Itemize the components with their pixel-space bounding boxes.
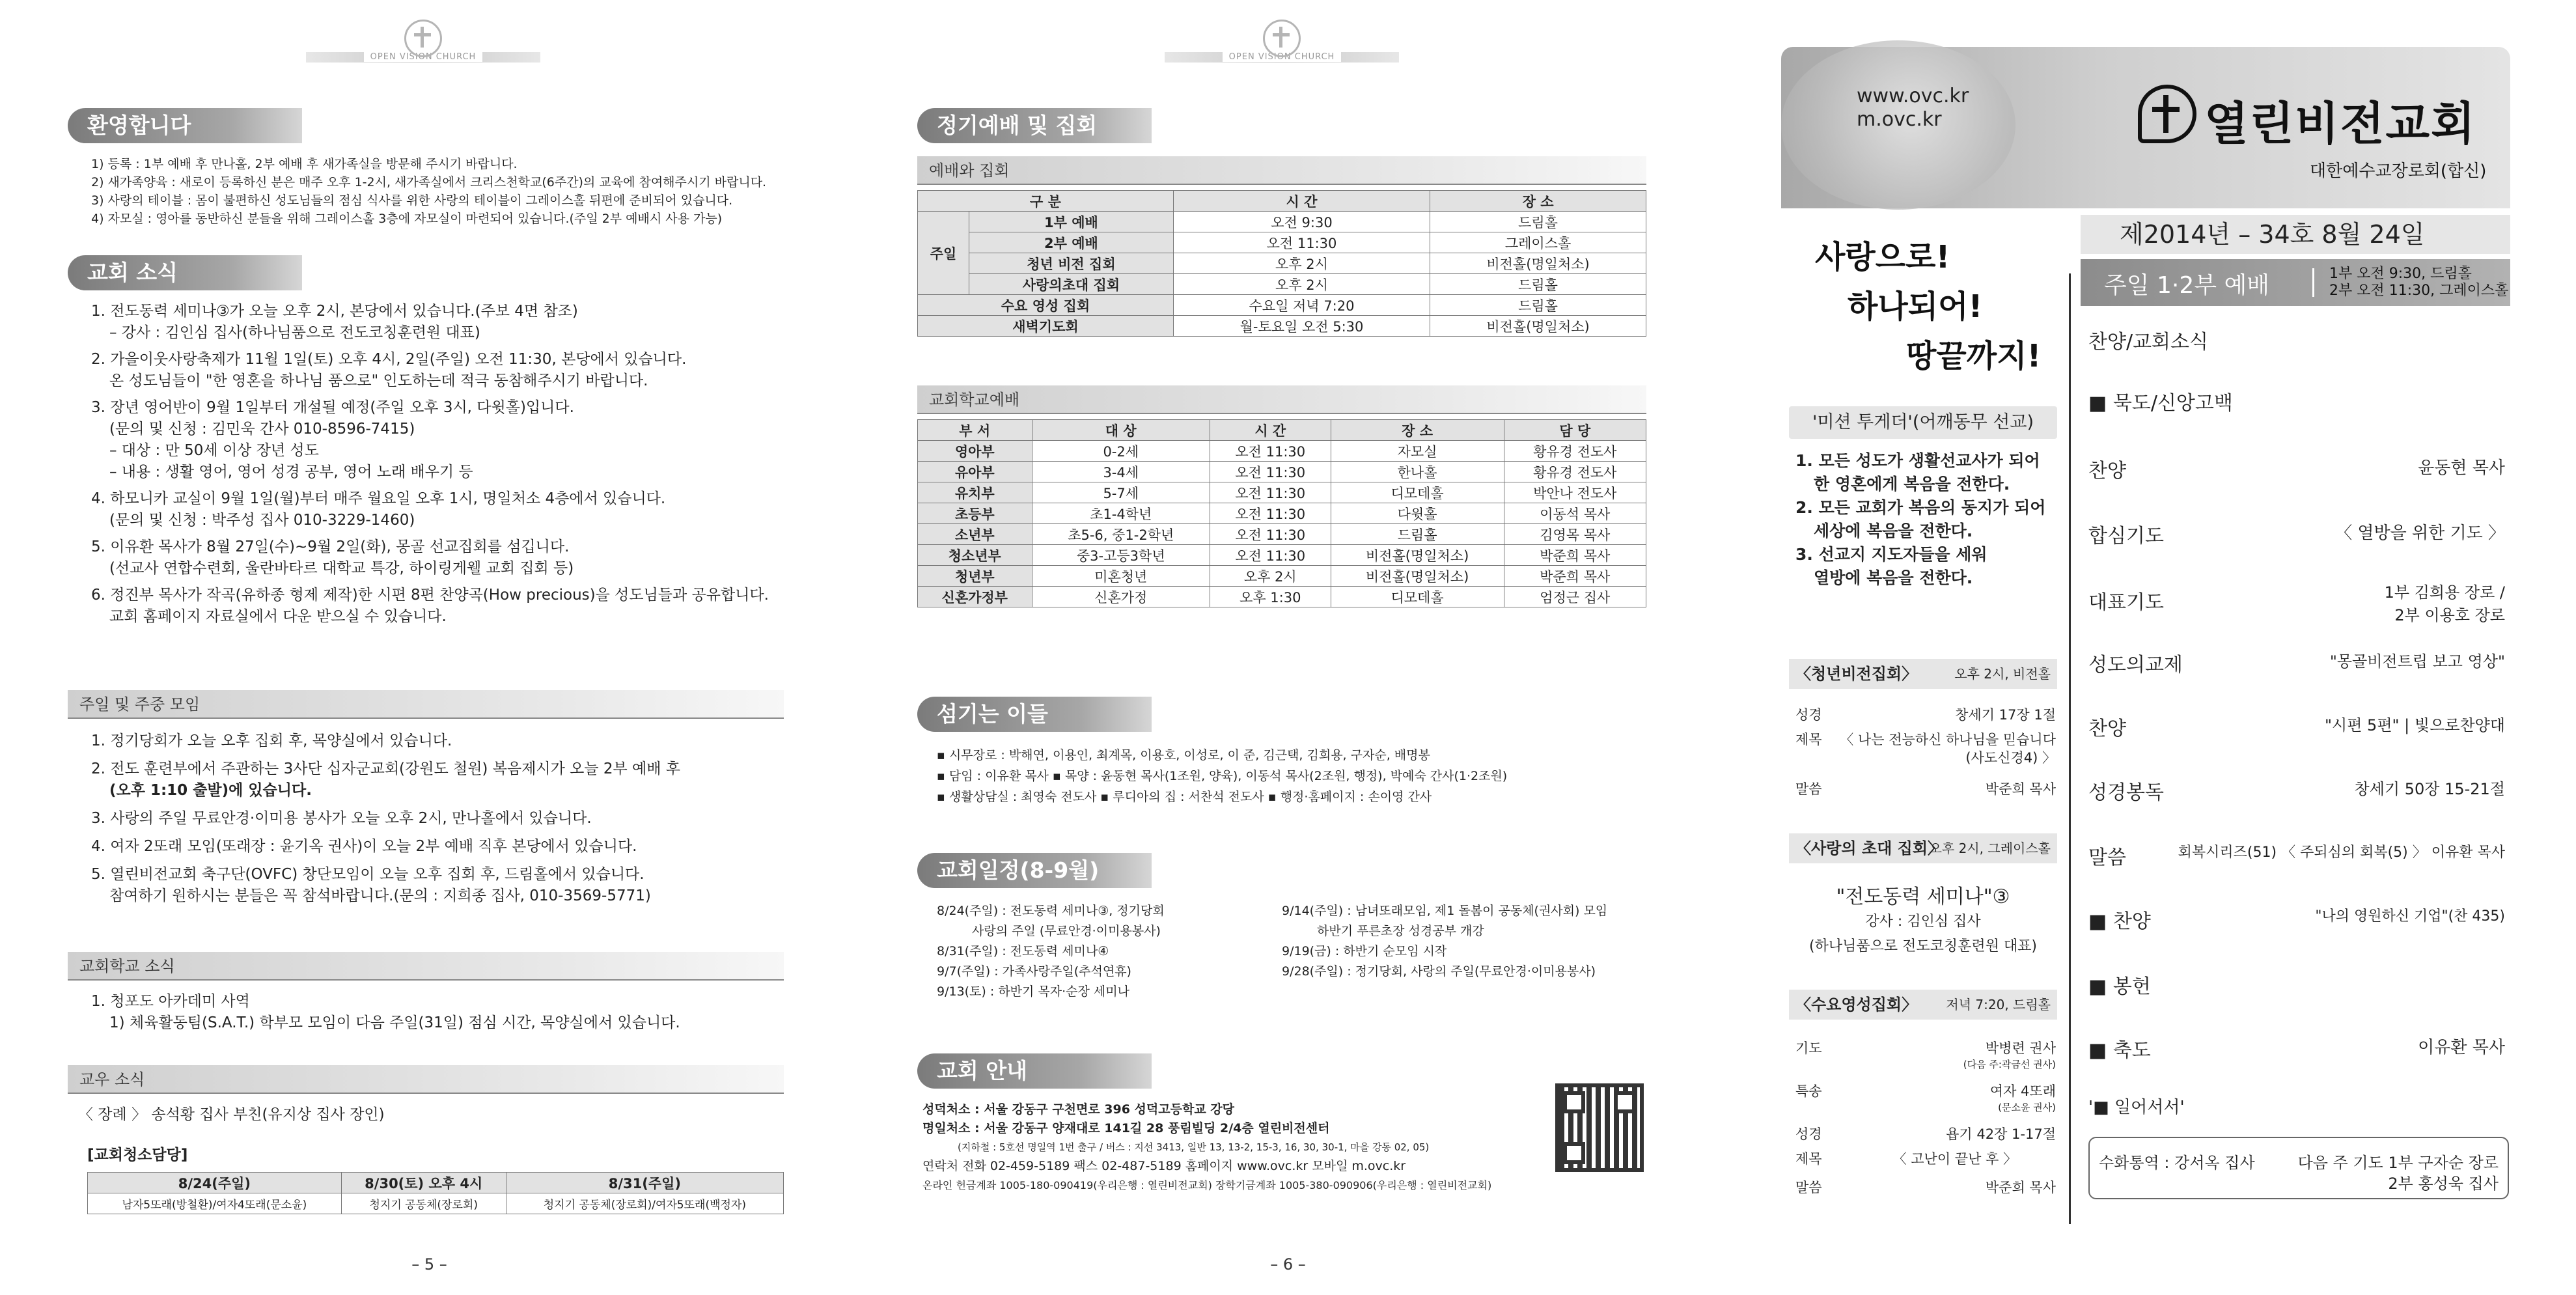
youth-meeting-title: 〈청년비전집회〉 [1795,665,1918,683]
order-item [2088,905,2505,931]
row-value: (사도신경4) 〉 [1965,750,2056,766]
meeting-item: 3. 사랑의 주일 무료안경·이미용 봉사가 오늘 오후 2시, 만나홀에서 있습니다. [91,810,592,827]
youth-row [1795,704,2056,724]
worship-cell: 오전 9:30 [1173,212,1430,232]
worship-cell: 수요 영성 집회 [918,295,1174,316]
page-5 [0,0,859,1295]
order-label: ■ 축도 [2088,1039,2151,1062]
worship-cell: 드림홀 [1430,212,1646,232]
news-sub: (문의 및 신청 : 박주성 집사 010-3229-1460) [109,512,415,529]
worship-cell: 새벽기도회 [918,316,1174,337]
meeting-item: 4. 여자 2또래 모임(또래장 : 윤기옥 권사)이 오늘 2부 예배 직후 본당에서 있습니다. [91,838,637,855]
order-label: 대표기도 [2088,591,2164,614]
welcome-header: 환영합니다 [68,108,302,143]
worship-cell: 드림홀 [1430,274,1646,295]
school-cell: 디모데홀 [1331,587,1504,607]
footer-box [2088,1137,2509,1199]
news-sub: – 내용 : 생활 영어, 영어 성경 공부, 영어 노래 배우기 등 [109,464,473,480]
school-cell: 박준희 목사 [1504,566,1646,587]
order-value: 〈 열방을 위한 기도 〉 [2335,523,2505,543]
school-cell: 엄정근 집사 [1504,587,1646,607]
school-cell: 유치부 [918,482,1032,503]
school-cell: 유아부 [918,462,1032,482]
worship-cell: 사랑의초대 집회 [969,274,1174,295]
news-item: 3. 장년 영어반이 9월 1일부터 개설될 예정(주일 오후 3시, 다윗홀)입니다. [91,399,574,416]
school-cell: 신혼가정부 [918,587,1032,607]
service-divider [2312,268,2314,297]
school-cell: 디모데홀 [1331,482,1504,503]
cleaning-cell: 청지기 공동체(장로회)/여자5또래(백정자) [506,1193,783,1214]
worship-cell: 청년 비전 집회 [969,253,1174,274]
order-item [2088,841,2505,867]
website-url: www.ovc.kr [1857,85,1969,107]
school-cell: 3-4세 [1032,462,1210,482]
love-meeting-title: 〈사랑의 초대 집회〉 [1795,839,1943,857]
news-item: 1. 전도동력 세미나③가 오늘 오후 2시, 본당에서 있습니다.(주보 4면 참조) [91,303,578,320]
page-7-cover [1717,0,2576,1295]
worship-cell: 월-토요일 오전 5:30 [1173,316,1430,337]
order-label: ■ 찬양 [2088,910,2151,933]
school-cell: 오전 11:30 [1210,524,1331,545]
school-cell: 드림홀 [1331,524,1504,545]
order-label: '■ 일어서서' [2088,1098,2185,1117]
church-news-header: 교회 소식 [68,255,302,290]
school-cell: 초5-6, 중1-2학년 [1032,524,1210,545]
row-value: (문소윤 권사) [1998,1102,2056,1113]
wednesday-meeting-info: 저녁 7:20, 드림홀 [1946,997,2051,1012]
news-sub: (선교사 연합수련회, 울란바타르 대학교 특강, 하이링게웰 교회 집회 등) [109,560,574,577]
order-value: 회복시리즈(51) 〈 주되심의 회복(5) 〉 이유환 목사 [2178,844,2505,861]
school-cell: 소년부 [918,524,1032,545]
news-sub: – 강사 : 김인심 집사(하나님품으로 전도코칭훈련원 대표) [109,324,480,341]
issue-date: 제2014년 – 34호 8월 24일 [2081,215,2510,254]
order-item [2088,1034,2505,1060]
school-th: 시 간 [1210,420,1331,441]
school-cell: 다윗홀 [1331,503,1504,524]
church-name: 열린비전교회 [2204,97,2476,150]
mission-title: '미션 투게더'(어깨동무 선교) [1789,406,2057,439]
school-cell: 청년부 [918,566,1032,587]
church-urls [1857,85,1969,132]
church-logo-icon [1263,20,1301,57]
cleaning-table [87,1172,784,1214]
service-time: 1부 오전 9:30, 드림홀 [2329,266,2472,282]
school-cell: 초1-4학년 [1032,503,1210,524]
guide-line: 연락처 전화 02-459-5189 팩스 02-487-5189 홈페이지 www.ovc.kr 모바일 m.ovc.kr [922,1159,1406,1173]
school-cell: 비전홀(명일처소) [1331,566,1504,587]
school-worship-sub-header: 교회학교예배 [917,385,1646,414]
news-item: 5. 이유환 목사가 8월 27일(수)~9월 2일(화), 몽골 선교집회를 섬깁니다. [91,538,570,555]
worship-cell: 비전홀(명일처소) [1430,316,1646,337]
order-value: "시편 5편" | 빛으로찬양대 [2325,716,2505,734]
welcome-text [91,155,840,228]
school-sub: 1) 체육활동팀(S.A.T.) 학부모 모임이 다음 주일(31일) 점심 시간, 목양실에서 있습니다. [109,1014,680,1031]
news-sub: 온 성도님들이 "한 영혼을 하나님 품으로" 인도하는데 적극 동참해주시기 바랍니다. [109,372,648,389]
guide-line: 성덕처소 : 서울 강동구 구천면로 396 성덕고등학교 강당 [922,1102,1234,1117]
news-item: 4. 하모니카 교실이 9월 1일(월)부터 매주 월요일 오후 1시, 명일처소 4층에서 있습니다. [91,490,666,507]
sunday-label: 주일 [918,212,969,295]
meeting-item: 2. 전도 훈련부에서 주관하는 3사단 십자군교회(강원도 철원) 복음제시가 오늘 2부 예배 후 [91,760,680,777]
schedule-item: 사랑의 주일 (무료안경·이미용봉사) [972,924,1161,938]
seminar-title: "전도동력 세미나"③ [1836,885,2010,908]
youth-row [1795,779,2056,798]
school-cell: 0-2세 [1032,441,1210,462]
cleaning-cell: 청지기 공동체(장로회) [341,1193,506,1214]
servants-list [937,745,1653,807]
wed-row [1795,1038,2056,1056]
school-th: 장 소 [1331,420,1504,441]
page-number: – 5 – [411,1255,447,1274]
members-news-header: 교우 소식 [68,1065,784,1094]
mobile-url: m.ovc.kr [1857,108,1942,131]
worship-sub-header: 예배와 집회 [917,156,1646,185]
school-cell: 황유경 전도사 [1504,441,1646,462]
schedule-item: 하반기 푸른초장 성경공부 개강 [1317,924,1484,938]
church-logo-header [306,20,540,63]
order-value: "나의 영원하신 기업"(찬 435) [2315,908,2505,925]
wednesday-meeting-title: 〈수요영성집회〉 [1795,996,1918,1014]
schedule-item: 9/14(주일) : 남녀또래모임, 제1 돌봄이 공동체(권사회) 모임 [1282,904,1608,918]
row-key: 제목 [1795,1151,1822,1167]
news-sub: (문의 및 신청 : 김민욱 간사 010-8596-7415) [109,421,415,438]
mission-line: 2. 모든 교회가 복음의 동지가 되어 [1795,498,2046,517]
row-key: 특송 [1795,1083,1822,1099]
order-item [2088,648,2505,675]
order-label: 성도의교제 [2088,654,2183,676]
meeting-item: 1. 정기당회가 오늘 오후 집회 후, 목양실에서 있습니다. [91,732,452,749]
school-cell: 박안나 전도사 [1504,482,1646,503]
youth-row [1795,729,2056,749]
worship-th: 장 소 [1430,191,1646,212]
wed-row [1795,1149,2056,1167]
church-school-list [91,991,840,1034]
row-key: 말씀 [1795,781,1822,797]
school-cell: 오후 1:30 [1210,587,1331,607]
worship-table [917,190,1646,337]
members-news-line: 〈 장례 〉 송석황 집사 부친(유지상 집사 장인) [78,1106,385,1123]
wed-row [1795,1100,2056,1117]
school-cell: 자모실 [1331,441,1504,462]
love-meeting-header [1789,833,2057,863]
order-item [2088,712,2505,738]
row-value: 욥기 42장 1-17절 [1946,1126,2056,1142]
order-label: 찬양 [2088,717,2126,740]
church-logo-icon [2138,85,2196,143]
school-cell: 오전 11:30 [1210,482,1331,503]
schedule-item: 9/28(주일) : 정기당회, 사랑의 주일(무료안경·이미용봉사) [1282,964,1596,979]
guide-line: 명일처소 : 서울 강동구 양재대로 141길 28 풍림빌딩 2/4층 열린비전센터 [922,1121,1330,1135]
row-value: 박준희 목사 [1985,1180,2056,1195]
order-item [2088,387,2505,413]
school-cell: 영아부 [918,441,1032,462]
worship-th: 구 분 [918,191,1174,212]
news-item: 6. 정진부 목사가 작곡(유하종 형제 제작)한 시편 8편 찬양곡(How precious)을 성도님들과 공유합니다. [91,587,769,604]
service-bar [2081,259,2510,306]
school-cell: 청소년부 [918,545,1032,566]
row-key: 기도 [1795,1040,1822,1056]
school-cell: 이동석 목사 [1504,503,1646,524]
row-value: 박준희 목사 [1985,781,2056,797]
seminar-speaker: 강사 : 김인심 집사 [1865,913,1981,930]
cleaning-header: 8/24(주일) [88,1173,342,1193]
header-logo-text: OPEN VISION CHURCH [364,52,483,62]
row-value: 박병련 권사 [1985,1040,2056,1056]
header-logo-text: OPEN VISION CHURCH [1223,52,1342,62]
guide-line: (지하철 : 5호선 명일역 1번 출구 / 버스 : 지선 3413, 일반 13, 13-2, 15-3, 16, 30, 30-1, 마을 강동 02, 05) [958,1141,1430,1153]
row-key: 성경 [1795,707,1822,723]
schedule-item: 9/7(주일) : 가족사랑주일(추석연휴) [937,964,1131,979]
slogan-line: 하나되어! [1848,288,1983,325]
worship-cell: 그레이스홀 [1430,232,1646,253]
order-label: 찬양/교회소식 [2088,331,2208,354]
service-times [2329,266,2508,299]
row-value: 〈 고난이 끝난 후 〉 [1892,1151,2017,1167]
church-school-header: 교회학교 소식 [68,952,784,981]
school-cell: 중3-고등3학년 [1032,545,1210,566]
school-th: 부 서 [918,420,1032,441]
worship-cell: 오후 2시 [1173,253,1430,274]
row-value: 여자 4또래 [1989,1083,2056,1099]
school-cell: 오전 11:30 [1210,545,1331,566]
school-cell: 박준희 목사 [1504,545,1646,566]
service-title: 주일 1·2부 예배 [2104,272,2270,299]
school-cell: 신혼가정 [1032,587,1210,607]
order-item [2088,326,2505,352]
row-value: 〈 나는 전능하신 하나님을 믿습니다 [1840,732,2056,747]
page-number: – 6 – [1270,1255,1306,1274]
worship-header: 정기예배 및 집회 [917,108,1152,143]
school-cell: 5-7세 [1032,482,1210,503]
order-label: 합심기도 [2088,525,2164,548]
order-item [2088,520,2505,546]
news-sub: – 대상 : 만 50세 이상 장년 성도 [109,442,319,459]
order-label: ■ 묵도/신앙고백 [2088,392,2233,415]
school-worship-table [917,419,1646,607]
welcome-line: 4) 자모실 : 영아를 동반하신 분들을 위해 그레이스홀 3층에 자모실이 마련되어 있습니다.(주일 2부 예배시 사용 가능) [91,212,723,226]
order-item [2088,970,2505,996]
school-th: 담 당 [1504,420,1646,441]
order-label: 찬양 [2088,460,2126,482]
denomination: 대한예수교장로회(합신) [2310,161,2487,181]
order-value: 창세기 50장 15-21절 [2354,780,2505,798]
order-item [2088,776,2505,802]
slogan-line: 사랑으로! [1815,239,1950,275]
church-logo-header [1165,20,1399,63]
love-meeting-info: 오후 2시, 그레이스홀 [1929,841,2051,856]
row-key: 말씀 [1795,1180,1822,1195]
guide-line: 온라인 헌금계좌 1005-180-090419(우리은행 : 열린비전교회) 장학기금계좌 1005-380-090906(우리은행 : 열린비전교회) [922,1179,1492,1191]
interpreter-line: 수화통역 : 강서옥 집사 [2099,1154,2255,1172]
school-cell: 김영목 목사 [1504,524,1646,545]
order-item [2088,579,2505,624]
mission-line: 한 영혼에게 복음을 전한다. [1814,475,2010,494]
service-time: 2부 오전 11:30, 그레이스홀 [2329,283,2509,299]
school-cell: 오전 11:30 [1210,462,1331,482]
school-cell: 한나홀 [1331,462,1504,482]
school-th: 대 상 [1032,420,1210,441]
school-cell: 오전 11:30 [1210,503,1331,524]
order-label: 성경봉독 [2088,781,2164,804]
school-cell: 오전 11:30 [1210,441,1331,462]
school-cell: 초등부 [918,503,1032,524]
order-value: 1부 김희용 장로 / 2부 이용호 장로 [2384,583,2505,624]
school-cell: 비전홀(명일처소) [1331,545,1504,566]
meeting-sub: 참여하기 원하시는 분들은 꼭 참석바랍니다.(문의 : 지희종 집사, 010-3569-5771) [109,887,651,904]
schedule-right [1282,901,1653,982]
youth-meeting-info: 오후 2시, 비전홀 [1954,666,2051,682]
order-item [2088,1094,2505,1120]
school-cell: 오후 2시 [1210,566,1331,587]
order-value: 윤동현 목사 [2418,458,2505,478]
order-label: 말씀 [2088,846,2126,869]
row-key: 제목 [1795,732,1822,747]
worship-cell: 드림홀 [1430,295,1646,316]
school-cell: 황유경 전도사 [1504,462,1646,482]
mission-line: 열방에 복음을 전한다. [1814,568,1973,587]
row-value: 창세기 17장 1절 [1955,707,2056,723]
cleaning-cell: 남자5또래(방철환)/여자4또래(문소윤) [88,1193,342,1214]
next-prayer-line: 2부 홍성욱 집사 [2388,1175,2499,1193]
welcome-line: 1) 등록 : 1부 예배 후 만나홀, 2부 예배 후 새가족실을 방문해 주시기 바랍니다. [91,157,518,171]
guide-text [922,1100,1573,1195]
meeting-sub: (오후 1:10 출발)에 있습니다. [109,782,312,799]
youth-row [1795,747,2056,767]
weekday-meetings-list [91,731,840,907]
weekday-meetings-header: 주일 및 주중 모임 [68,690,784,719]
worship-cell: 수요일 저녁 7:20 [1173,295,1430,316]
wed-row [1795,1057,2056,1074]
wed-row [1795,1124,2056,1142]
worship-cell: 오전 11:30 [1173,232,1430,253]
cleaning-header: 8/30(토) 오후 4시 [341,1173,506,1193]
news-item: 2. 가을이웃사랑축제가 11월 1일(토) 오후 4시, 2일(주일) 오전 11:30, 본당에서 있습니다. [91,351,687,368]
welcome-line: 3) 사랑의 테이블 : 몸이 불편하신 성도님들의 점심 식사를 위한 사랑의 테이블이 그레이스홀 뒤편에 준비되어 있습니다. [91,193,733,208]
servants-header: 섬기는 이들 [917,697,1152,732]
row-value: (다음 주:곽금선 권사) [1963,1059,2056,1070]
servants-line: ▪ 담임 : 이유환 목사 ▪ 목양 : 윤동현 목사(1조원, 양육), 이동석 목사(2조원, 행정), 박예숙 간사(1·2조원) [937,769,1508,783]
page-6 [859,0,1717,1295]
wed-row [1795,1081,2056,1099]
mission-line: 3. 선교지 지도자들을 세워 [1795,545,1987,564]
cover-banner [1781,47,2510,208]
youth-meeting-header [1789,659,2057,689]
news-sub: 교회 홈페이지 자료실에서 다운 받으실 수 있습니다. [109,608,447,625]
church-logo-icon [404,20,442,57]
order-value: "몽골비전트립 보고 영상" [2329,652,2505,671]
schedule-left [937,901,1275,1002]
order-label: ■ 봉헌 [2088,975,2151,998]
cleaning-header: 8/31(주일) [506,1173,783,1193]
seminar-org: (하나님품으로 전도코칭훈련원 대표) [1809,938,2037,954]
church-news-list [91,301,840,628]
schedule-item: 9/13(토) : 하반기 목자·순장 세미나 [937,984,1129,999]
mission-list [1795,449,2062,590]
mission-line: 세상에 복음을 전한다. [1814,522,1973,540]
school-cell: 미혼청년 [1032,566,1210,587]
schedule-item: 8/31(주일) : 전도동력 세미나④ [937,944,1109,958]
mission-line: 1. 모든 성도가 생활선교사가 되어 [1795,451,2040,470]
schedule-header: 교회일정(8-9월) [917,853,1152,888]
servants-line: ▪ 생활상담실 : 최영숙 전도사 ▪ 루디아의 집 : 서찬석 전도사 ▪ 행정·홈페이지 : 손이영 간사 [937,790,1432,804]
worship-cell: 비전홀(명일처소) [1430,253,1646,274]
school-item: 1. 청포도 아카데미 사역 [91,993,250,1010]
servants-line: ▪ 시무장로 : 박해연, 이용인, 최계목, 이용호, 이성로, 이 준, 김근택, 김희용, 구자순, 배명봉 [937,748,1430,762]
meeting-item: 5. 열린비전교회 축구단(OVFC) 창단모임이 오늘 오후 집회 후, 드림홀에서 있습니다. [91,866,644,883]
schedule-item: 8/24(주일) : 전도동력 세미나③, 정기당회 [937,904,1165,918]
wednesday-meeting-header [1789,990,2057,1020]
row-key: 성경 [1795,1126,1822,1142]
schedule-item: 9/19(금) : 하반기 순모임 시작 [1282,944,1447,958]
guide-header: 교회 안내 [917,1053,1152,1089]
column-divider [2069,273,2071,1224]
worship-cell: 오후 2시 [1173,274,1430,295]
worship-cell: 2부 예배 [969,232,1174,253]
qr-code-icon [1555,1083,1644,1172]
slogan-line: 땅끝까지! [1906,338,2042,374]
next-prayer-line: 다음 주 기도 1부 구자순 장로 [2297,1154,2499,1172]
welcome-line: 2) 새가족양육 : 새로이 등록하신 분은 매주 오후 1-2시, 새가족실에서 크리스천학교(6주간)의 교육에 참여해주시기 바랍니다. [91,175,767,189]
order-value: 이유환 목사 [2418,1038,2505,1057]
worship-cell: 1부 예배 [969,212,1174,232]
worship-th: 시 간 [1173,191,1430,212]
wed-row [1795,1177,2056,1195]
cleaning-title: [교회청소담당] [87,1147,188,1163]
order-item [2088,454,2505,480]
